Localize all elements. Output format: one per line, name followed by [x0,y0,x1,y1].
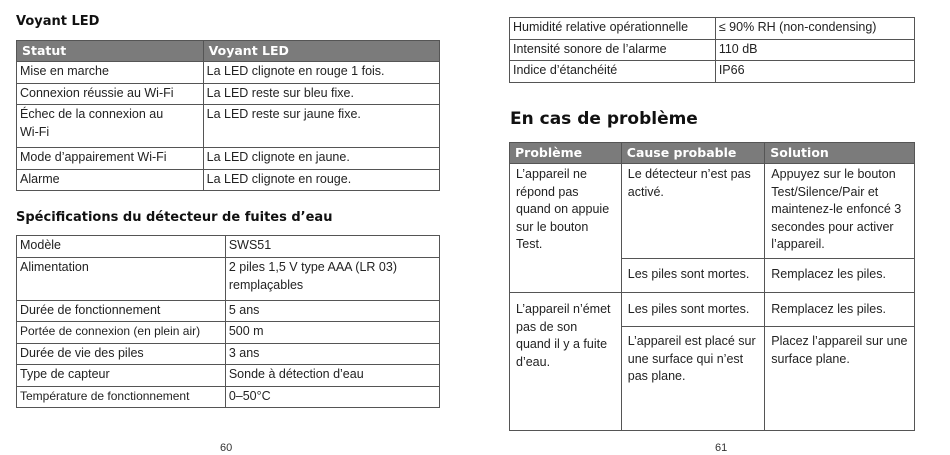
status-cell: Connexion réussie au Wi-Fi [17,83,204,105]
table-row [17,148,440,170]
status-cell: Mode d’appairement Wi-Fi [17,148,204,170]
spec-label: Durée de vie des piles [17,343,226,365]
spec-value: IP66 [715,61,914,83]
table-row [17,300,440,322]
spec-value: 3 ans [225,343,439,365]
cause-cell: Le détecteur n’est pas activé. [621,164,765,259]
table-row [17,322,440,344]
led-cell: La LED reste sur bleu fixe. [203,83,439,105]
spec-value: ≤ 90% RH (non-condensing) [715,18,914,40]
troubleshooting-title: En cas de problème [510,109,698,129]
right-page [475,0,950,455]
spec-value: SWS51 [225,236,439,258]
column-header-led: Voyant LED [203,41,439,62]
table-row [510,18,915,40]
table-row [510,39,915,61]
spec-section-title: Spécifications du détecteur de fuites d’eau [16,210,333,225]
problem-cell: L’appareil ne répond pas quand on appuie sur le bouton Test. [510,164,622,293]
problem-cell: L’appareil n’émet pas de son quand il y a fuite d’eau. [510,293,622,431]
table-row [17,386,440,408]
spec-label: Alimentation [17,257,226,300]
spec-value: 2 piles 1,5 V type AAA (LR 03) remplaçables [225,257,439,300]
environment-spec-table [509,17,915,83]
status-cell: Échec de la connexion au Wi-Fi [17,105,204,148]
spec-label: Type de capteur [17,365,226,387]
table-row [17,169,440,191]
table-row [510,61,915,83]
spec-label: Indice d’étanchéité [510,61,716,83]
table-row [17,105,440,148]
table-row [17,83,440,105]
table-row [510,164,915,259]
led-cell: La LED clignote en rouge 1 fois. [203,62,439,84]
led-section-title: Voyant LED [16,14,100,29]
led-cell: La LED clignote en jaune. [203,148,439,170]
cause-cell: Les piles sont mortes. [621,293,765,327]
spec-table [16,235,440,408]
column-header-cause: Cause probable [621,143,765,164]
solution-cell: Placez l’appareil sur une surface plane. [765,327,915,431]
table-row [17,343,440,365]
page-number: 61 [715,442,728,454]
troubleshooting-table [509,142,915,431]
solution-cell: Remplacez les piles. [765,293,915,327]
table-row [17,257,440,300]
solution-cell: Remplacez les piles. [765,259,915,293]
table-header-row [510,143,915,164]
column-header-solution: Solution [765,143,915,164]
solution-cell: Appuyez sur le bouton Test/Silence/Pair et maintenez-le enfoncé 3 secondes pour activer l’appareil. [765,164,915,259]
led-status-table [16,40,440,191]
table-row [510,293,915,327]
page-number: 60 [220,442,233,454]
spec-value: 500 m [225,322,439,344]
table-row [17,62,440,84]
cause-cell: L’appareil est placé sur une surface qui n’est pas plane. [621,327,765,431]
spec-label: Humidité relative opérationnelle [510,18,716,40]
spec-label: Température de fonctionnement [17,386,226,408]
spec-label: Portée de connexion (en plein air) [17,322,226,344]
cause-cell: Les piles sont mortes. [621,259,765,293]
spec-value: Sonde à détection d’eau [225,365,439,387]
led-cell: La LED reste sur jaune fixe. [203,105,439,148]
spec-value: 0–50°C [225,386,439,408]
led-cell: La LED clignote en rouge. [203,169,439,191]
column-header-status: Statut [17,41,204,62]
column-header-problem: Problème [510,143,622,164]
table-row [17,236,440,258]
table-header-row [17,41,440,62]
spec-value: 5 ans [225,300,439,322]
status-cell: Mise en marche [17,62,204,84]
table-row [17,365,440,387]
spec-label: Durée de fonctionnement [17,300,226,322]
status-cell: Alarme [17,169,204,191]
spec-label: Intensité sonore de l’alarme [510,39,716,61]
spec-value: 110 dB [715,39,914,61]
spec-label: Modèle [17,236,226,258]
